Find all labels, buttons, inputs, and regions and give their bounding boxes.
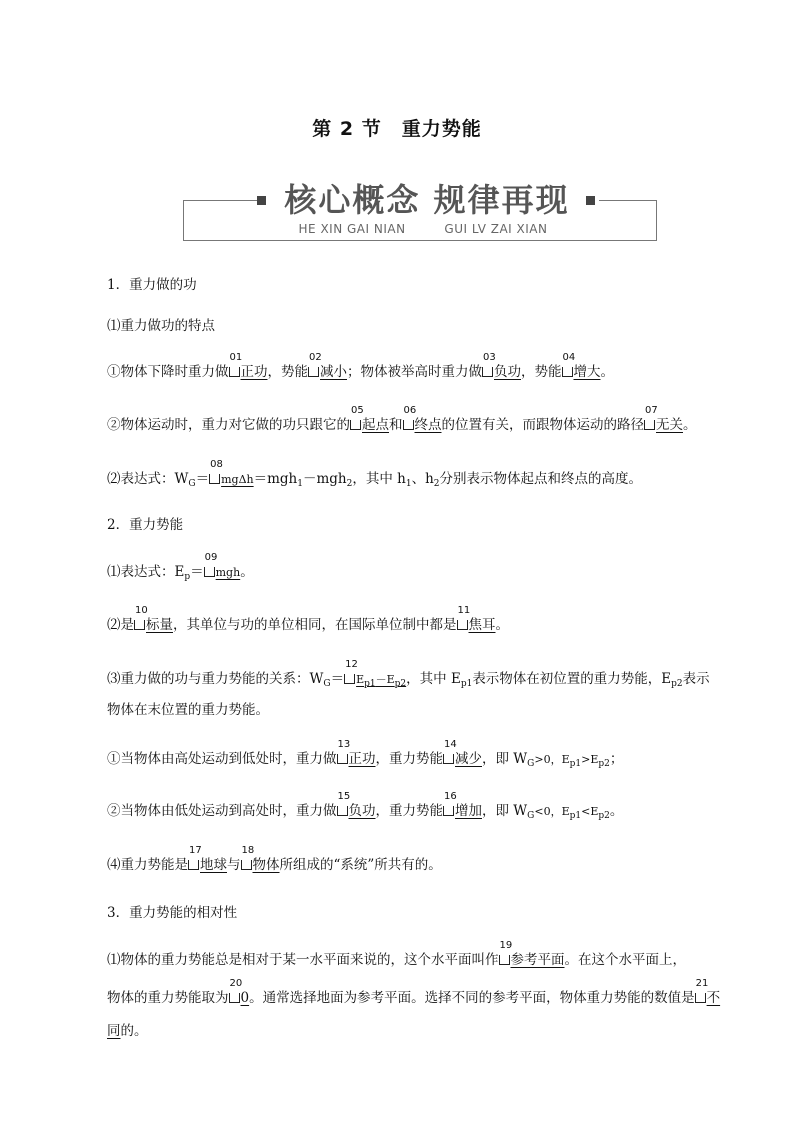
blank-09: 09 mgh [204,552,241,579]
blank-19: 19 参考平面 [499,940,565,968]
page-title: 第 2 节 重力势能 [312,118,482,140]
blank-01: 01 正功 [229,352,268,380]
s3-line-1: ⑴物体的重力势能总是相对于某一水平面来说的，这个水平面叫作 19 参考平面。在这个水平面上， [107,940,686,968]
s2-line-5: ②当物体由低处运动到高处时，重力做 15 负功，重力势能 16 增加，即 $W_G<0$，$E_{p1}<E_{p2}$。 [107,791,624,821]
blank-02: 02 减小 [309,352,347,380]
banner-line-left [183,200,261,201]
section-2-heading: 2．重力势能 [107,517,184,533]
blank-12: 12 $E_{p1}-E_{p2}$ [345,659,407,689]
blank-21: 21 不 [695,978,721,1006]
blank-13: 13 正功 [337,739,376,767]
s1-line-3: ⑵表达式：$W_G=$ 08 mgΔh＝mgh$_1$－mgh$_2$，其中 $h_1$、$h_2$分别表示物体起点和终点的高度。 [107,459,643,489]
blank-04: 04 增大 [562,352,601,380]
blank-20: 20 0 [229,978,250,1006]
section-1-sub1: ⑴重力做功的特点 [107,318,215,334]
blank-06: 06 终点 [403,405,442,433]
s3-line-3: 同的。 [107,1023,148,1039]
banner-square-right [586,196,595,205]
blank-10: 10 标量 [135,605,173,633]
blank-05: 05 起点 [351,405,389,433]
section-banner [183,178,657,242]
banner-square-left [257,196,266,205]
blank-18: 18 物体 [241,845,280,873]
s1-line-1: ①物体下降时重力做 01 正功，势能 02 减小；物体被举高时重力做 03 负功，势能 04 增大。 [107,352,614,380]
blank-07: 07 无关 [645,405,683,433]
s3-line-2: 物体的重力势能取为 20 0。通常选择地面为参考平面。选择不同的参考平面，物体重力势能的数值是 21 不 [107,978,721,1006]
s2-line-3b: 物体在末位置的重力势能。 [107,702,269,718]
banner-main-text: 核心概念 规律再现 [284,181,570,219]
blank-16: 16 增加 [444,791,482,819]
banner-line-right [599,200,657,201]
section-3-heading: 3．重力势能的相对性 [107,905,238,921]
blank-08: 08 mgΔh [210,459,254,486]
s2-line-1: ⑴表达式：$E_p=$ 09 mgh。 [107,552,254,582]
blank-15: 15 负功 [337,791,376,819]
blank-14: 14 减少 [444,739,482,767]
s2-line-6: ⑷重力势能是 17 地球与 18 物体所组成的“系统”所共有的。 [107,845,442,873]
s2-line-4: ①当物体由高处运动到低处时，重力做 13 正功，重力势能 14 减少，即 $W_G>0$，$E_{p1}>E_{p2}$； [107,739,624,769]
blank-17: 17 地球 [189,845,227,873]
banner-pinyin: HE XIN GAI NIAN GUI LV ZAI XIAN [298,222,548,236]
blank-11: 11 焦耳 [457,605,496,633]
s2-line-3: ⑶重力做的功与重力势能的关系：$W_G=$ 12 $E_{p1}-E_{p2}$，其中 $E_{p1}$表示物体在初位置的重力势能，$E_{p2}$表示 [107,669,723,694]
s1-line-2: ②物体运动时，重力对它做的功只跟它的 05 起点和 06 终点的位置有关，而跟物体运动的路径 07 无关。 [107,405,697,433]
section-1-heading: 1．重力做的功 [107,277,197,293]
s2-line-2: ⑵是 10 标量，其单位与功的单位相同，在国际单位制中都是 11 焦耳。 [107,605,509,633]
blank-03: 03 负功 [483,352,521,380]
